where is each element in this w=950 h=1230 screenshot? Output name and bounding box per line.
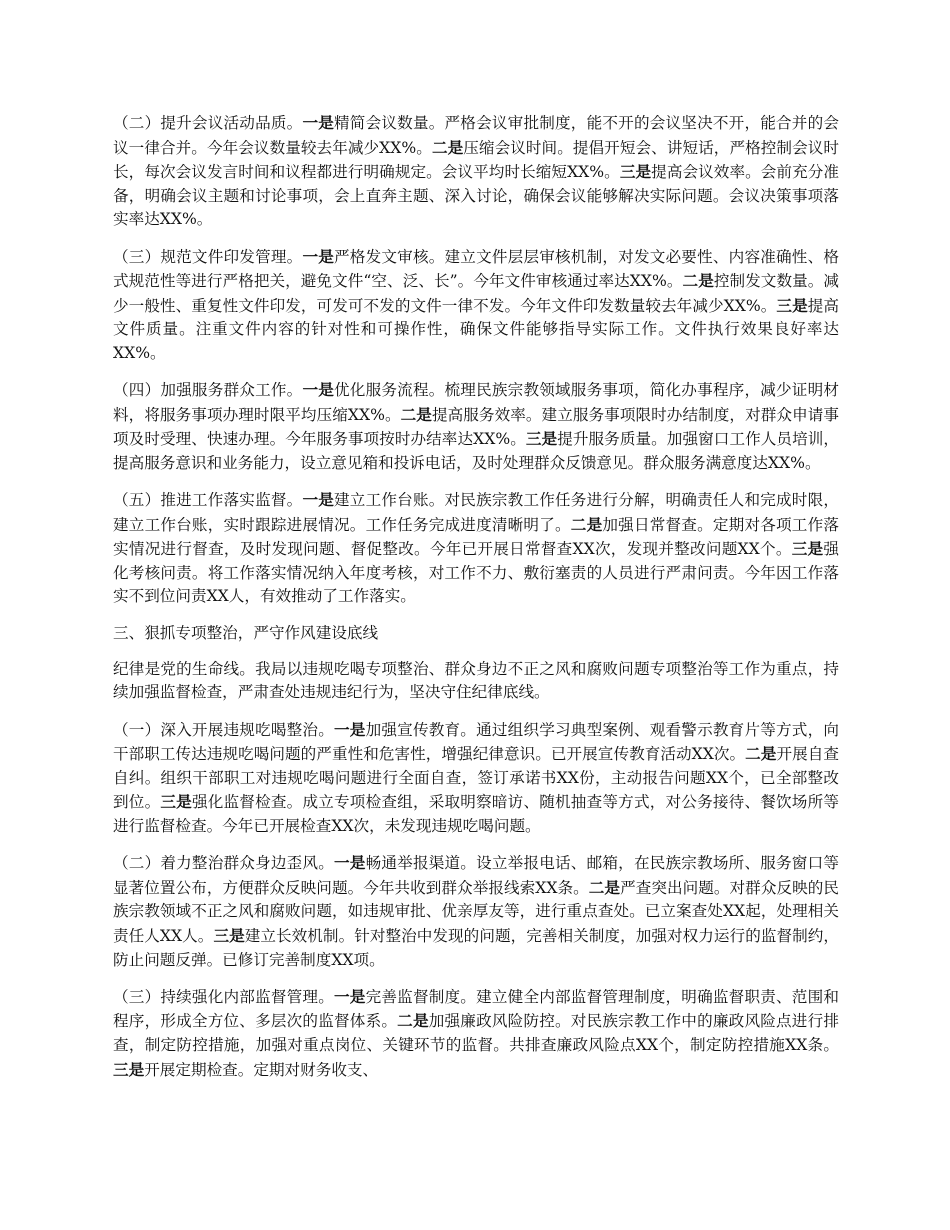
text-run: 控制发文数量。减少一般性、重复性文件印发，可发可不发的文件一律不发。今年文件印发数量较去年减少XX%。 (113, 272, 839, 315)
text-run: 提升服务质量。加强窗口工作人员培训，提高服务意识和业务能力，设立意见箱和投诉电话，及时处理群众反馈意见。群众服务满意度达XX%。 (113, 430, 839, 472)
text-run: （五）推进工作落实监督。 (113, 491, 303, 510)
text-run: 三、狠抓专项整治，严守作风建设底线 (113, 623, 379, 642)
paragraph (113, 245, 839, 366)
text-run: 建立工作台账。对民族宗教工作任务进行分解，明确责任人和完成时限，建立工作台账，实时跟踪进展情况。工作任务完成进度清晰明了。 (113, 491, 839, 534)
bold-marker: 一是 (302, 380, 335, 400)
text-run: 开展定期检查。定期对财务收支、 (144, 1060, 379, 1079)
bold-marker: 一是 (334, 853, 366, 873)
document-page (113, 111, 839, 1095)
text-run: 加强日常督查。定期对各项工作落实情况进行督查，及时发现问题、督促整改。今年已开展日常督查XX次，发现并整改问题XX个。 (113, 515, 839, 559)
bold-marker: 二是 (397, 1011, 429, 1031)
bold-marker: 三是 (791, 539, 824, 559)
bold-marker: 一是 (334, 719, 366, 739)
text-run: （一）深入开展违规吃喝整治。 (113, 720, 335, 739)
paragraph (113, 488, 839, 609)
paragraph (113, 851, 839, 972)
bold-marker: 一是 (334, 986, 366, 1006)
section-heading (113, 622, 839, 646)
paragraph (113, 985, 839, 1082)
bold-marker: 一是 (302, 113, 335, 132)
bold-marker: 三是 (776, 295, 808, 315)
text-run: 优化服务流程。梳理民族宗教领域服务事项，简化办事程序，减少证明材料，将服务事项办理时限平均压缩XX%。 (113, 381, 839, 424)
bold-marker: 二是 (431, 137, 464, 157)
bold-marker: 一是 (302, 490, 335, 510)
text-run: 强化监督检查。成立专项检查组，采取明察暗访、随机抽查等方式，对公务接待、餐饮场所等进行监督检查。今年已开展检查XX次，未发现违规吃喝问题。 (113, 793, 839, 835)
text-run: 纪律是党的生命线。我局以违规吃喝专项整治、群众身边不正之风和腐败问题专项整治等工作为重点，持续加强监督检查，严肃查处违规违纪行为，坚决守住纪律底线。 (113, 659, 839, 702)
text-run: （二）提升会议活动品质。 (113, 114, 303, 132)
text-run: 提高服务效率。建立服务事项限时办结制度，对群众申请事项及时受理、快速办理。今年服务事项按时办结率达XX%。 (113, 405, 839, 449)
paragraph (113, 378, 839, 475)
text-run: 完善监督制度。建立健全内部监督管理制度，明确监督职责、范围和程序，形成全方位、多层次的监督体系。 (113, 987, 839, 1031)
bold-marker: 三是 (619, 162, 652, 182)
bold-marker: 三是 (525, 429, 558, 449)
bold-marker: 一是 (302, 246, 335, 266)
bold-marker: 二是 (682, 271, 714, 291)
text-run: 加强廉政风险防控。对民族宗教工作中的廉政风险点进行排查，制定防控措施，加强对重点岗位、关键环节的监督。共排查廉政风险点XX个，制定防控措施XX条。 (113, 1012, 840, 1054)
paragraph (113, 658, 839, 705)
bold-marker: 三是 (113, 1059, 145, 1079)
document-body (113, 111, 839, 1082)
text-run: 加强宣传教育。通过组织学习典型案例、观看警示教育片等方式，向干部职工传达违规吃喝问题的严重性和危害性，增强纪律意识。已开展宣传教育活动XX次。 (113, 720, 839, 764)
text-run: 强化考核问责。将工作落实情况纳入年度考核，对工作不力、敷衍塞责的人员进行严肃问责。今年因工作落实不到位问责XX人，有效推动了工作落实。 (113, 540, 839, 606)
text-run: （四）加强服务群众工作。 (113, 381, 303, 400)
paragraph (113, 718, 839, 839)
bold-marker: 三是 (160, 792, 192, 812)
text-run: 开展自查自纠。组织干部职工对违规吃喝问题进行全面自查，签订承诺书XX份，主动报告问题XX个，已全部整改到位。 (113, 745, 839, 812)
text-run: （二）着力整治群众身边歪风。 (113, 854, 335, 873)
text-run: 提高文件质量。注重文件内容的针对性和可操作性，确保文件能够指导实际工作。文件执行效果良好率达XX%。 (113, 296, 839, 362)
text-run: 压缩会议时间。提倡开短会、讲短话，严格控制会议时长，每次会议发言时间和议程都进行明确规定。会议平均时长缩短XX%。 (113, 138, 839, 182)
text-run: 畅通举报渠道。设立举报电话、邮箱，在民族宗教场所、服务窗口等显著位置公布，方便群众反映问题。今年共收到群众举报线索XX条。 (113, 854, 839, 897)
bold-marker: 二是 (570, 514, 603, 534)
bold-marker: 三是 (213, 925, 245, 945)
text-run: 严格发文审核。建立文件层层审核机制，对发文必要性、内容准确性、格式规范性等进行严格把关，避免文件“空、泛、长”。今年文件审核通过率达XX%。 (113, 247, 839, 291)
text-run: 严查突出问题。对群众反映的民族宗教领域不正之风和腐败问题，如违规审批、优亲厚友等，进行重点查处。已立案查处XX起，处理相关责任人XX人。 (113, 878, 839, 945)
bold-marker: 二是 (588, 877, 621, 897)
bold-marker: 二是 (745, 744, 777, 764)
text-run: 建立长效机制。针对整治中发现的问题，完善相关制度，加强对权力运行的监督制约，防止问题反弹。已修订完善制度XX项。 (113, 926, 839, 969)
paragraph (113, 111, 839, 232)
text-run: 精简会议数量。严格会议审批制度，能不开的会议坚决不开，能合并的会议一律合并。今年会议数量较去年减少XX%。 (113, 114, 839, 157)
text-run: （三）规范文件印发管理。 (113, 247, 303, 266)
text-run: （三）持续强化内部监督管理。 (113, 987, 335, 1006)
text-run: 提高会议效率。会前充分准备，明确会议主题和讨论事项，会上直奔主题、深入讨论，确保会议能够解决实际问题。会议决策事项落实率达XX%。 (113, 163, 839, 229)
bold-marker: 二是 (400, 404, 432, 424)
